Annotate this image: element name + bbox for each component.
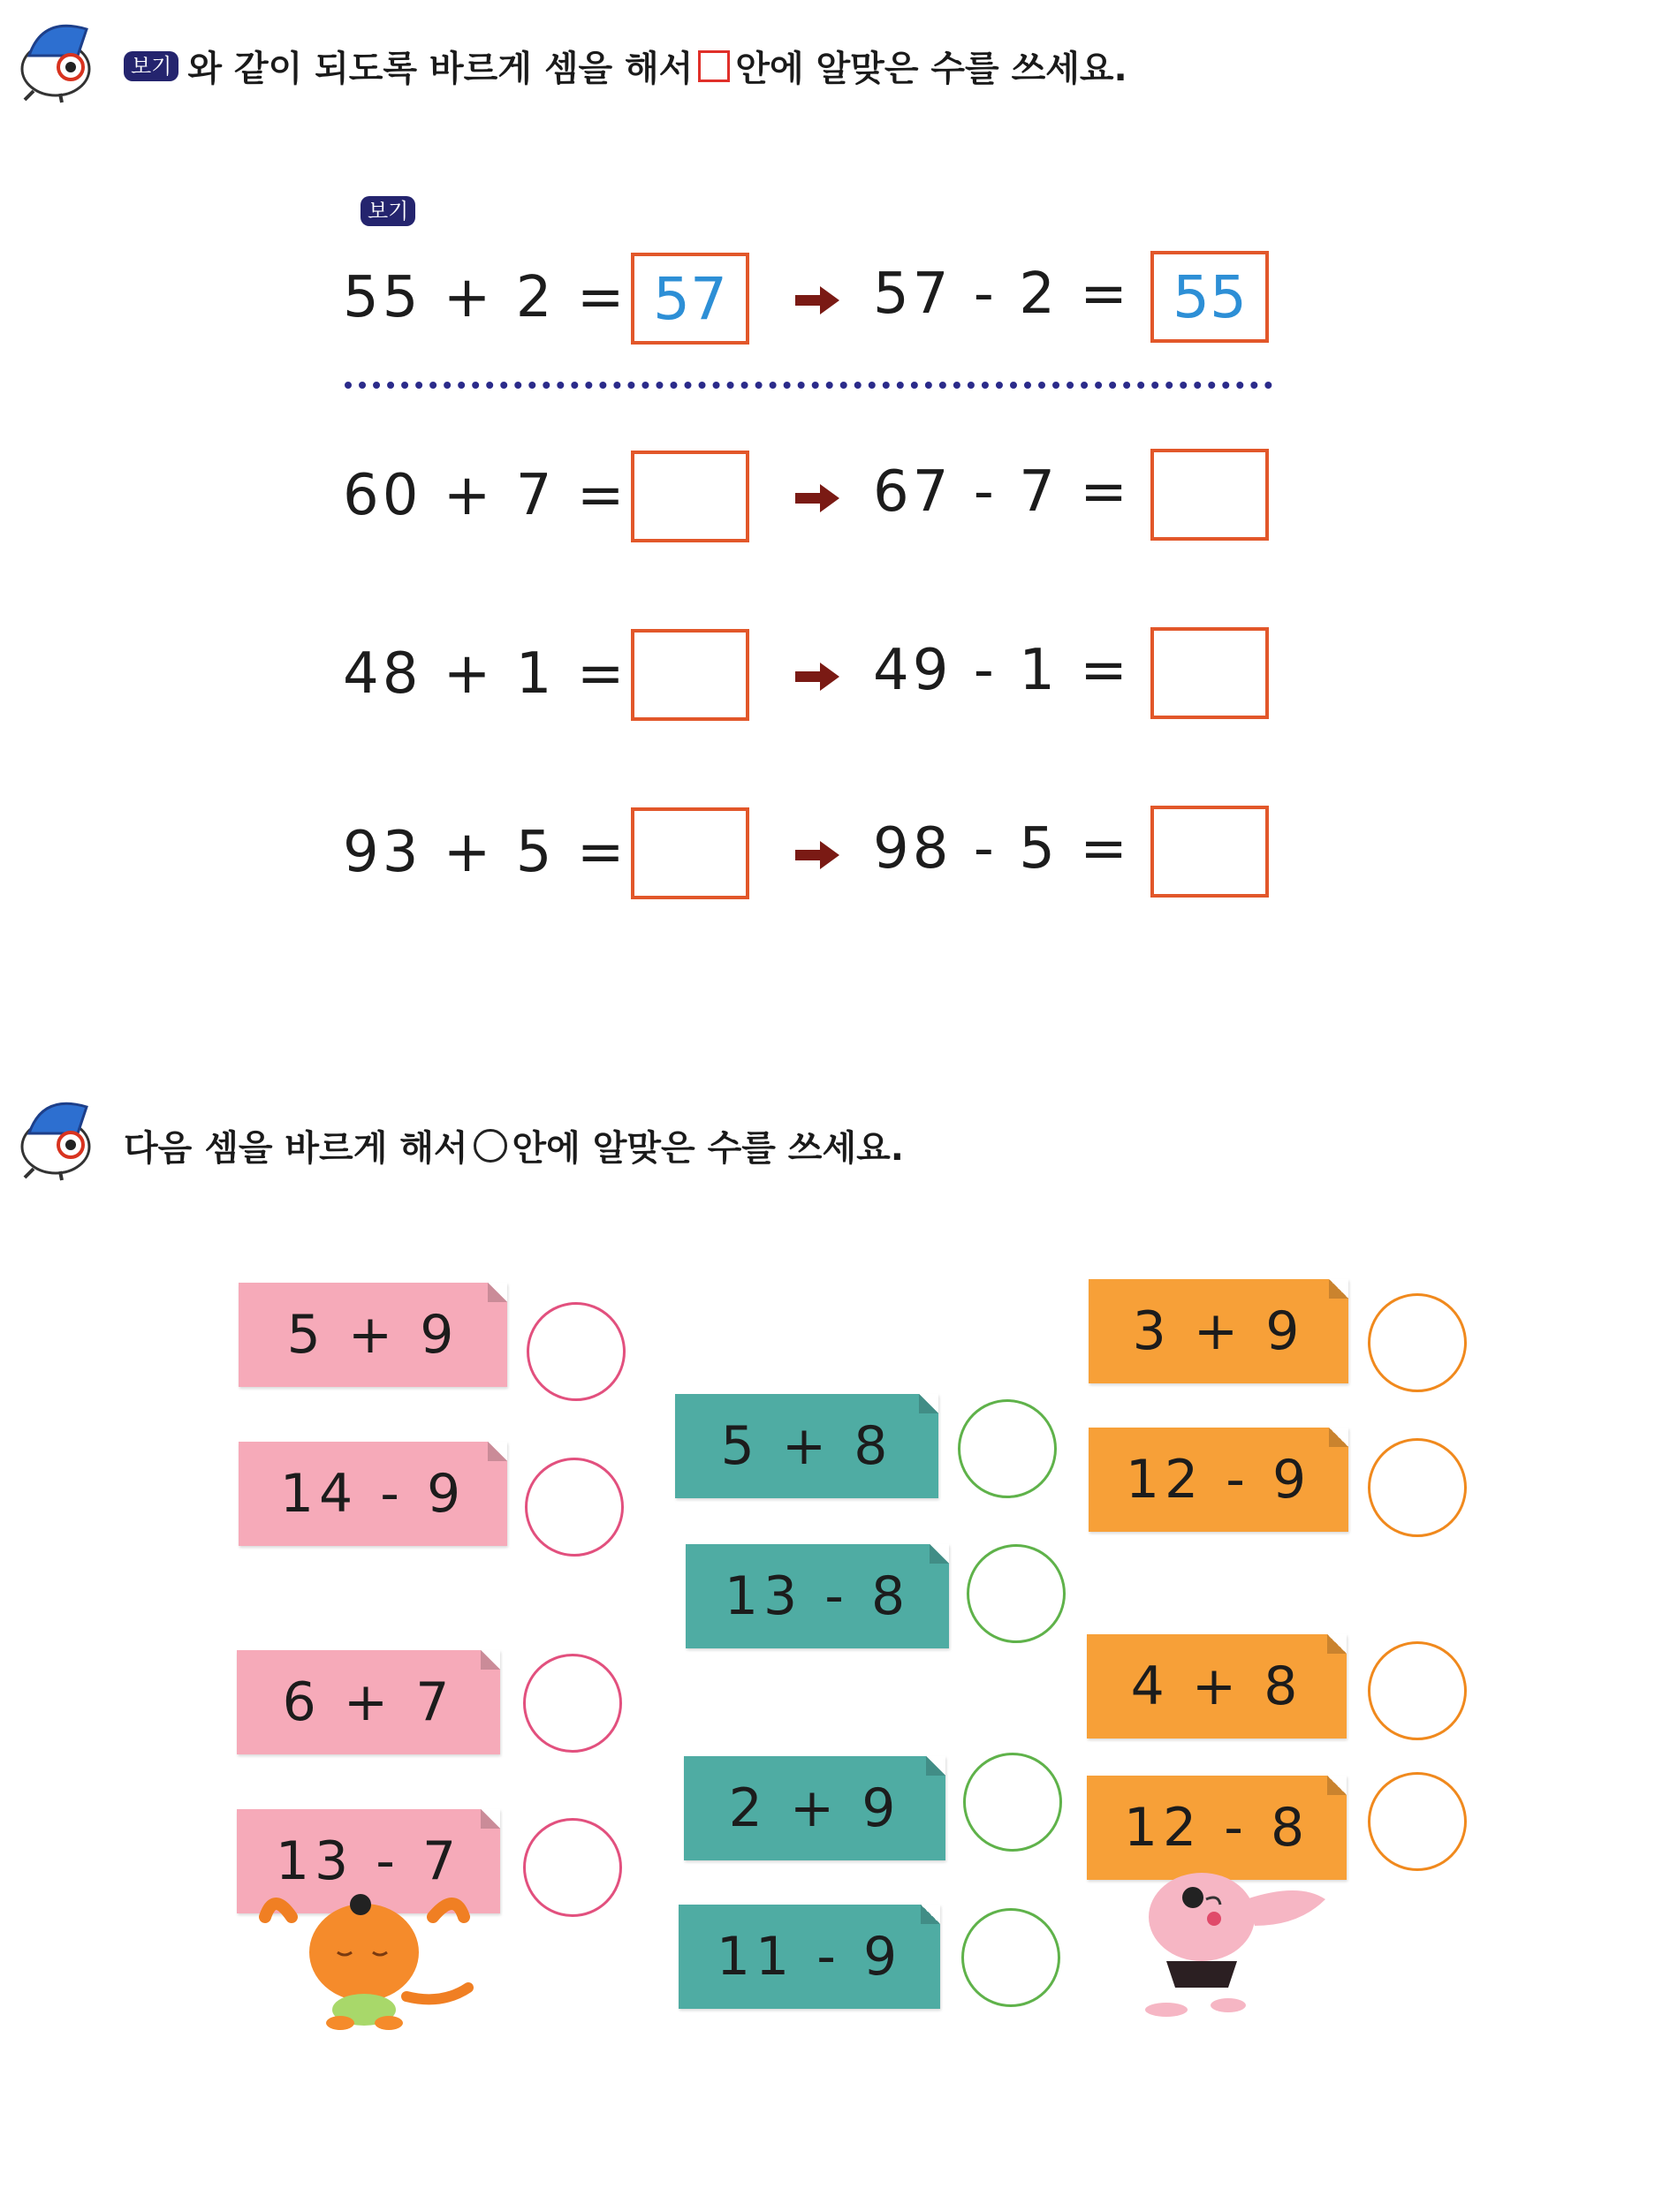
- mascot-icon: [7, 1085, 104, 1182]
- right-arrow-icon: [795, 284, 839, 316]
- instruction-text: 와 같이 되도록 바르게 셈을 해서: [187, 49, 694, 89]
- mascot-icon: [7, 7, 104, 104]
- equation-left: 48 + 1 =: [343, 641, 628, 707]
- card-text: 5 + 9: [286, 1304, 459, 1366]
- problem-card: [239, 1283, 507, 1387]
- answer-circle[interactable]: [963, 1753, 1062, 1852]
- equation-right: 67 - 7 =: [873, 459, 1131, 525]
- right-arrow-icon: [795, 839, 839, 871]
- answer-circle[interactable]: [961, 1908, 1060, 2007]
- equation-left: 93 + 5 =: [343, 820, 628, 885]
- card-text: 12 - 8: [1123, 1797, 1310, 1859]
- instruction-text-end: 안에 알맞은 수를 쓰세요.: [512, 1128, 904, 1169]
- equation-right: 49 - 1 =: [873, 638, 1131, 703]
- card-text: 2 + 9: [728, 1777, 901, 1839]
- answer-box[interactable]: [1150, 806, 1269, 898]
- card-text: 3 + 9: [1132, 1300, 1305, 1362]
- bogi-tag: 보기: [124, 51, 178, 81]
- equation-left: 60 + 7 =: [343, 463, 628, 528]
- answer-box[interactable]: [1150, 627, 1269, 719]
- pink-rabbit-illustration: [1122, 1864, 1352, 2023]
- circle-icon: [474, 1129, 507, 1163]
- instruction-text: 다음 셈을 바르게 해서: [124, 1128, 468, 1169]
- answer-box[interactable]: [631, 807, 749, 899]
- answer-box[interactable]: 55: [1150, 251, 1269, 343]
- answer-circle[interactable]: [523, 1818, 622, 1917]
- equation-left: 55 + 2 =: [343, 265, 628, 330]
- card-text: 6 + 7: [282, 1671, 455, 1733]
- card-text: 13 - 7: [275, 1830, 462, 1892]
- answer-circle[interactable]: [1368, 1772, 1467, 1871]
- square-icon: [698, 50, 730, 82]
- answer-circle[interactable]: [1368, 1293, 1467, 1392]
- problem-card: [686, 1544, 949, 1648]
- problem-card: [1089, 1279, 1348, 1383]
- answer-circle[interactable]: [1368, 1438, 1467, 1537]
- answer-circle[interactable]: [525, 1458, 624, 1557]
- answer-box[interactable]: [1150, 449, 1269, 541]
- equation-right: 57 - 2 =: [873, 261, 1131, 327]
- answer-box[interactable]: [631, 451, 749, 542]
- answer-circle[interactable]: [523, 1654, 622, 1753]
- orange-cat-illustration: [256, 1890, 495, 2032]
- problem-card: [675, 1394, 938, 1498]
- example-tag: 보기: [361, 196, 415, 226]
- card-text: 5 + 8: [720, 1415, 893, 1477]
- instruction-text-end: 안에 알맞은 수를 쓰세요.: [735, 49, 1127, 89]
- right-arrow-icon: [795, 482, 839, 514]
- answer-box[interactable]: [631, 629, 749, 721]
- problem-card: [239, 1442, 507, 1546]
- problem-card: [237, 1650, 500, 1754]
- answer-circle[interactable]: [967, 1544, 1066, 1643]
- problem-card: [1089, 1428, 1348, 1532]
- answer-circle[interactable]: [1368, 1641, 1467, 1740]
- card-text: 4 + 8: [1130, 1655, 1303, 1717]
- right-arrow-icon: [795, 661, 839, 693]
- problem-card: [679, 1905, 940, 2009]
- answer-circle[interactable]: [958, 1399, 1057, 1498]
- card-text: 11 - 9: [716, 1926, 903, 1988]
- answer-circle[interactable]: [527, 1302, 626, 1401]
- equation-right: 98 - 5 =: [873, 816, 1131, 882]
- card-text: 13 - 8: [724, 1565, 911, 1627]
- card-text: 12 - 9: [1125, 1449, 1312, 1511]
- problem-card: [684, 1756, 945, 1860]
- dotted-divider: [345, 382, 1272, 389]
- card-text: 14 - 9: [279, 1463, 467, 1525]
- problem-card: [1087, 1634, 1347, 1739]
- answer-box[interactable]: 57: [631, 253, 749, 345]
